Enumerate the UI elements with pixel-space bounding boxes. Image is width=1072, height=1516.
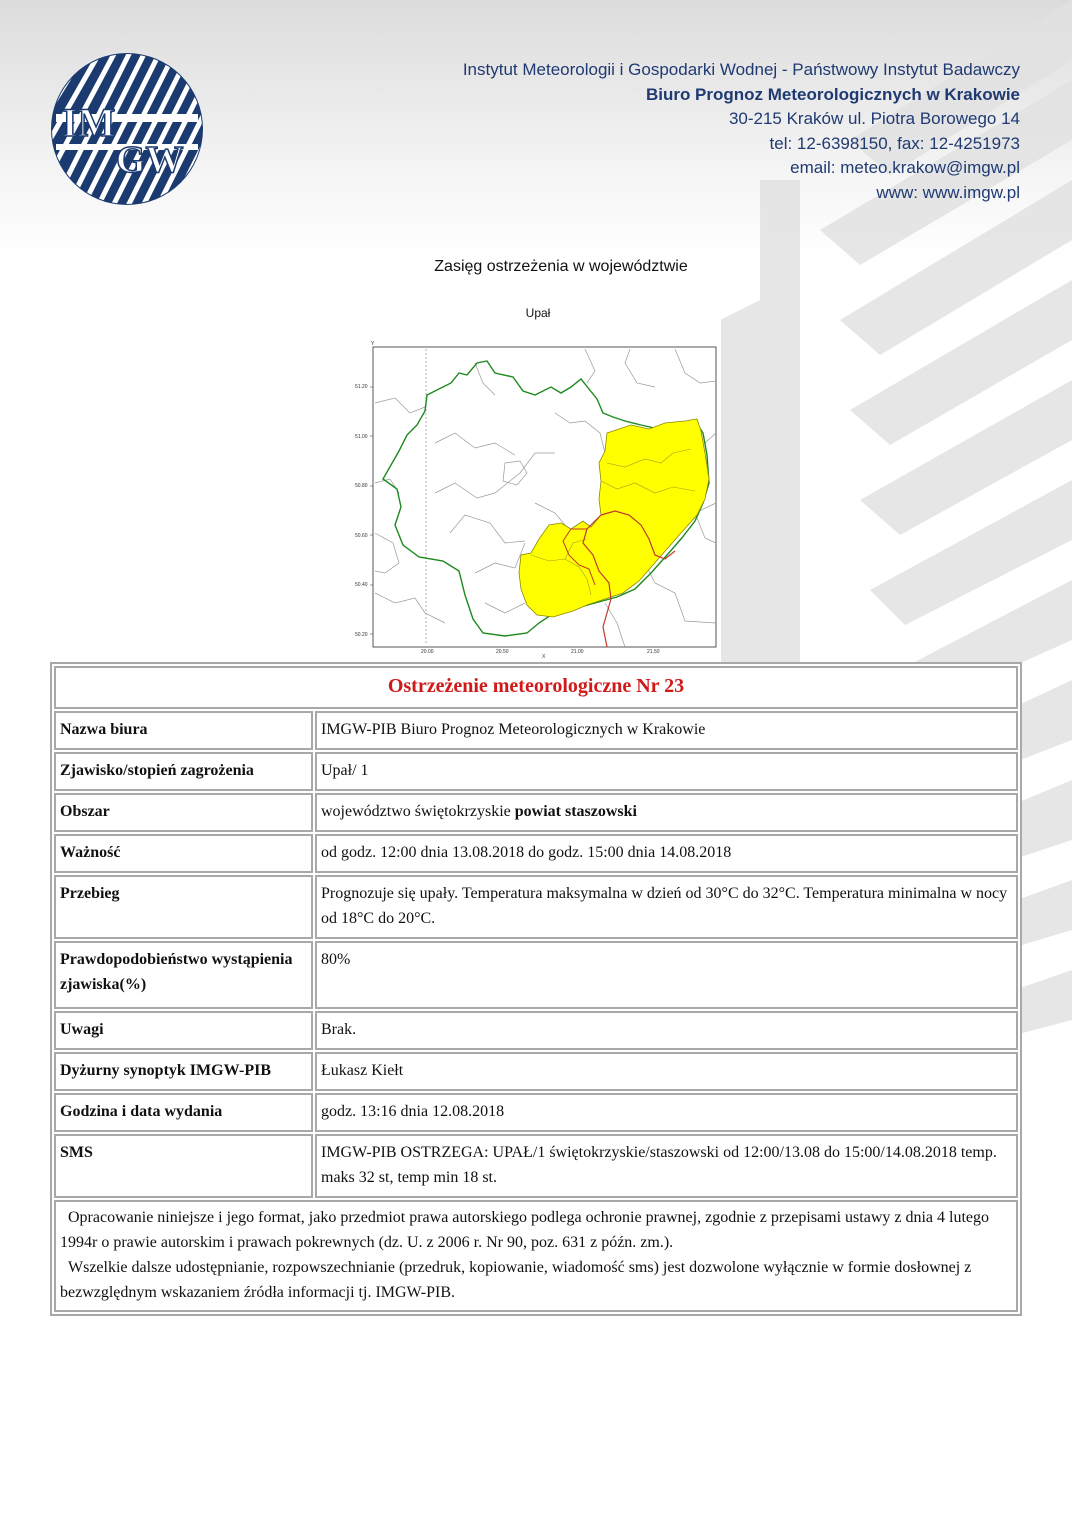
institute-header — [463, 58, 1020, 205]
office-website[interactable]: www: www.imgw.pl — [876, 182, 1020, 202]
warning-table — [50, 662, 1022, 1316]
row-area — [54, 793, 1018, 832]
row-label: Dyżurny synoptyk IMGW-PIB — [54, 1052, 313, 1091]
row-issued — [54, 1093, 1018, 1132]
row-label: Obszar — [54, 793, 313, 832]
y-tick-label: 51.20 — [355, 384, 368, 390]
row-label: Ważność — [54, 834, 313, 873]
warning-map — [355, 303, 721, 663]
row-value: Łukasz Kiełt — [315, 1052, 1018, 1091]
row-footer — [54, 1200, 1018, 1312]
row-value: godz. 13:16 dnia 12.08.2018 — [315, 1093, 1018, 1132]
row-value: Upał/ 1 — [315, 752, 1018, 791]
copyright-notice — [54, 1200, 1018, 1312]
x-ticks — [421, 649, 660, 655]
row-value: IMGW-PIB OSTRZEGA: UPAŁ/1 świętokrzyskie/staszowski od 12:00/13.08 do 15:00/14.08.2018 temp. maks 32 st, temp min 18 st. — [315, 1134, 1018, 1198]
row-sms — [54, 1134, 1018, 1198]
row-value: Prognozuje się upały. Temperatura maksymalna w dzień od 30°C do 32°C. Temperatura minimalna w nocy od 18°C do 20°C. — [315, 875, 1018, 939]
row-value — [315, 793, 1018, 832]
row-phenomenon — [54, 752, 1018, 791]
imgw-logo — [50, 52, 204, 206]
row-validity — [54, 834, 1018, 873]
y-ticks — [355, 384, 373, 638]
office-phone: tel: 12-6398150, fax: 12-4251973 — [769, 133, 1020, 153]
row-probability — [54, 941, 1018, 1009]
y-tick-label: 51.00 — [355, 434, 368, 440]
row-value: od godz. 12:00 dnia 13.08.2018 do godz. 15:00 dnia 14.08.2018 — [315, 834, 1018, 873]
row-label: Prawdopodobieństwo wystąpienia zjawiska(%) — [54, 941, 313, 1009]
logo-text-bottom: GW — [116, 139, 184, 181]
row-office — [54, 711, 1018, 750]
area-county: powiat staszowski — [514, 803, 637, 820]
row-label: Przebieg — [54, 875, 313, 939]
row-label: Godzina i data wydania — [54, 1093, 313, 1132]
y-axis-label: Y — [371, 341, 375, 347]
copyright-paragraph: Opracowanie niniejsze i jego format, jako przedmiot prawa autorskiego podlega ochronie prawnej, zgodnie z przepisami ustawy z dnia 4 lutego 1994r o prawie autorskim i prawach pokrewnych (dz. U. z 2006 r. Nr 90, poz. 631 z późn. zm.). — [60, 1209, 990, 1251]
row-value: Brak. — [315, 1011, 1018, 1050]
office-email[interactable]: email: meteo.krakow@imgw.pl — [790, 158, 1020, 177]
y-tick-label: 50.40 — [355, 582, 368, 588]
x-tick-label: 21.00 — [571, 649, 584, 655]
office-address: 30-215 Kraków ul. Piotra Borowego 14 — [728, 109, 1020, 128]
y-tick-label: 50.20 — [355, 632, 368, 638]
distribution-paragraph: Wszelkie dalsze udostępnianie, rozpowszechnianie (przedruk, kopiowanie, wiadomość sms) jest dozwolone wyłącznie w formie dosłownej z bezwzględnym wskazaniem źródła informacji tj. IMGW-PIB. — [60, 1259, 972, 1301]
area-voivodeship: województwo świętokrzyskie — [321, 803, 515, 820]
row-label: Zjawisko/stopień zagrożenia — [54, 752, 313, 791]
y-tick-label: 50.60 — [355, 533, 368, 539]
warning-title: Ostrzeżenie meteorologiczne Nr 23 — [54, 666, 1018, 709]
row-label: SMS — [54, 1134, 313, 1198]
map-subtitle: Upał — [525, 306, 551, 320]
y-tick-label: 50.80 — [355, 483, 368, 489]
x-tick-label: 20.50 — [496, 649, 509, 655]
row-label: Uwagi — [54, 1011, 313, 1050]
x-axis-label: X — [542, 654, 546, 660]
office-name: Biuro Prognoz Meteorologicznych w Krakowie — [645, 84, 1020, 104]
row-forecaster — [54, 1052, 1018, 1091]
row-value: 80% — [315, 941, 1018, 1009]
row-remarks — [54, 1011, 1018, 1050]
logo-text-top: IM — [62, 100, 116, 145]
map-title: Zasięg ostrzeżenia w województwie — [434, 258, 688, 275]
institute-name: Instytut Meteorologii i Gospodarki Wodnej - Państwowy Instytut Badawczy — [462, 60, 1020, 79]
row-label: Nazwa biura — [54, 711, 313, 750]
x-tick-label: 21.50 — [647, 649, 660, 655]
row-value: IMGW-PIB Biuro Prognoz Meteorologicznych w Krakowie — [315, 711, 1018, 750]
x-tick-label: 20.00 — [421, 649, 434, 655]
row-course — [54, 875, 1018, 939]
